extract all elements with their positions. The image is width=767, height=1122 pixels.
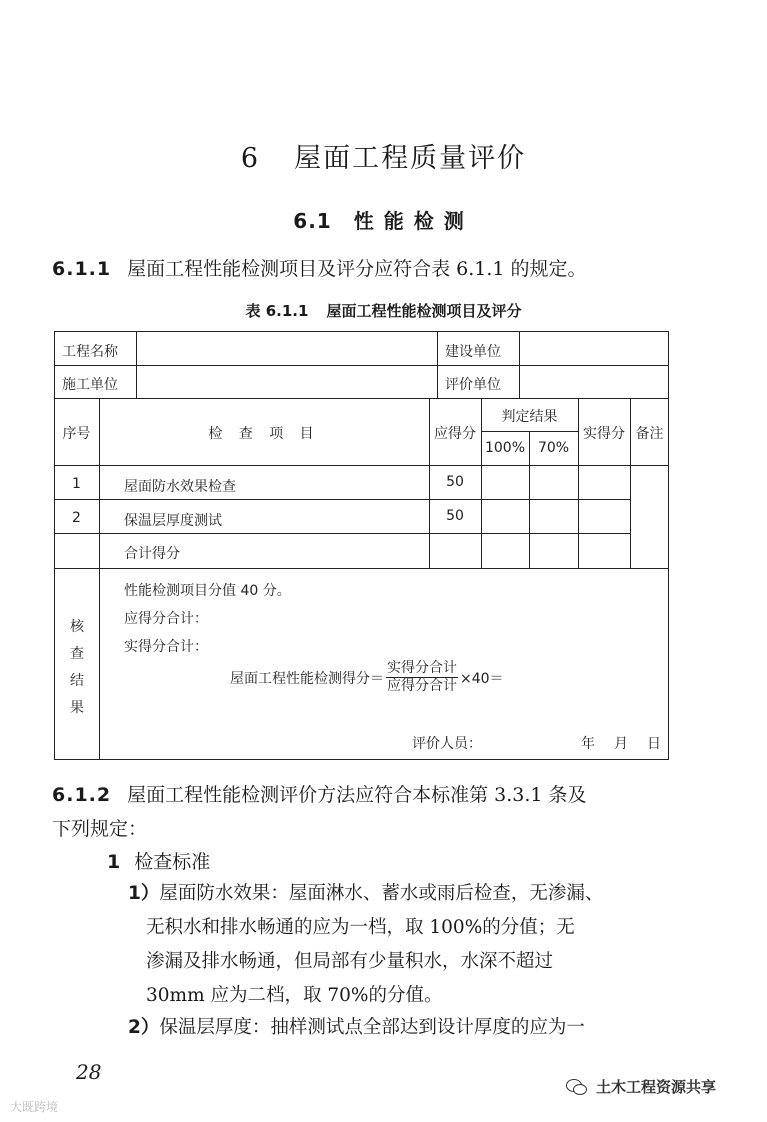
item-2-number: 2） <box>128 1017 160 1038</box>
formula-right: ×40＝ <box>460 670 504 687</box>
formula-left: 屋面工程性能检测得分＝ <box>230 670 384 687</box>
check-line-3: 实得分合计： <box>124 639 208 655</box>
table-rule <box>519 331 520 398</box>
item-1 <box>128 877 681 1013</box>
table-rule <box>54 499 630 500</box>
chapter-title <box>0 136 767 175</box>
check-char: 查 <box>70 646 84 662</box>
check-line-2: 应得分合计： <box>124 611 208 627</box>
watermark-left: 大既跨境 <box>10 1100 59 1114</box>
formula-denominator: 应得分合计 <box>387 678 457 694</box>
item-1-line-3: 渗漏及排水畅通，但局部有少量积水，水深不超过 <box>146 951 554 972</box>
contractor-label: 施工单位 <box>62 377 118 393</box>
table-rule <box>437 331 438 398</box>
col-item-header: 检 查 项 目 <box>208 426 320 442</box>
check-char: 结 <box>70 673 84 689</box>
page-number: 28 <box>76 1060 102 1084</box>
clause-6-1-2-line-2: 下列规定： <box>52 818 148 840</box>
evaluator-unit-label: 评价单位 <box>445 377 501 393</box>
chapter-title-text: 屋面工程质量评价 <box>294 143 527 174</box>
item-2 <box>128 1011 681 1045</box>
clause-6-1-1 <box>52 252 680 286</box>
formula-numerator: 实得分合计 <box>387 660 457 676</box>
row-1-due: 50 <box>446 474 464 490</box>
item-1-line-2: 无积水和排水畅通的应为一档，取 100%的分值；无 <box>146 917 575 938</box>
date-day: 日 <box>647 736 661 752</box>
col-100-header: 100% <box>484 440 526 456</box>
row-1-item: 屋面防水效果检查 <box>124 479 236 495</box>
clause-text: 屋面工程性能检测项目及评分应符合表 6.1.1 的规定。 <box>127 258 587 280</box>
watermark-right-text: 土木工程资源共享 <box>596 1078 717 1096</box>
col-judge-header: 判定结果 <box>501 409 558 425</box>
col-due-header: 应得分 <box>434 426 476 442</box>
col-seq-header: 序号 <box>62 426 91 442</box>
table-rule <box>54 365 669 366</box>
table-rule <box>54 465 669 466</box>
row-2-due: 50 <box>446 508 464 524</box>
item-1-text: 屋面防水效果：屋面淋水、蓄水或雨后检查，无渗漏、 <box>159 883 604 904</box>
table-rule <box>54 533 630 534</box>
item-1-number: 1） <box>128 883 160 904</box>
item-1-line-1 <box>128 877 681 911</box>
col-70-header: 70% <box>537 440 570 456</box>
sub-1 <box>107 847 210 877</box>
clause-6-1-2-line-1 <box>52 778 680 812</box>
clause-number: 6.1.1 <box>52 258 112 280</box>
row-1-seq: 1 <box>72 476 81 492</box>
table-rule <box>136 331 137 398</box>
table-rule <box>54 398 669 399</box>
evaluator-label: 评价人员： <box>412 736 482 752</box>
chapter-number: 6 <box>240 143 261 174</box>
item-2-text: 保温层厚度：抽样测试点全部达到设计厚度的应为一 <box>159 1017 585 1038</box>
builder-label: 建设单位 <box>445 344 501 360</box>
col-actual-header: 实得分 <box>583 426 625 442</box>
clause-number: 6.1.2 <box>52 784 112 806</box>
check-result-label <box>54 614 100 722</box>
check-line-1: 性能检测项目分值 40 分。 <box>124 583 291 599</box>
formula-fraction <box>386 660 458 695</box>
row-2-item: 保温层厚度测试 <box>124 513 222 529</box>
date-month: 月 <box>614 736 628 752</box>
date-year: 年 <box>581 736 595 752</box>
check-char: 果 <box>70 700 84 716</box>
section-title-text: 性能检测 <box>353 209 474 233</box>
check-char: 核 <box>70 619 84 635</box>
table-caption-title: 屋面工程性能检测项目及评分 <box>326 302 522 320</box>
table-caption <box>0 300 767 321</box>
table-rule <box>54 568 669 569</box>
col-remark-header: 备注 <box>635 426 664 442</box>
table-caption-number: 表 6.1.1 <box>245 302 309 320</box>
item-1-line-4: 30mm 应为二档，取 70%的分值。 <box>146 985 443 1006</box>
sub-1-number: 1 <box>107 851 121 873</box>
total-label: 合计得分 <box>124 546 180 562</box>
project-name-label: 工程名称 <box>62 344 118 360</box>
clause-6-1-2 <box>52 778 680 846</box>
wechat-icon <box>566 1078 588 1096</box>
section-title <box>0 205 767 234</box>
sub-1-title: 检查标准 <box>134 851 211 873</box>
watermark-right <box>566 1076 716 1097</box>
row-2-seq: 2 <box>72 510 81 526</box>
score-formula <box>230 660 504 695</box>
section-number: 6.1 <box>293 209 332 233</box>
clause-text: 屋面工程性能检测评价方法应符合本标准第 3.3.1 条及 <box>127 784 587 806</box>
